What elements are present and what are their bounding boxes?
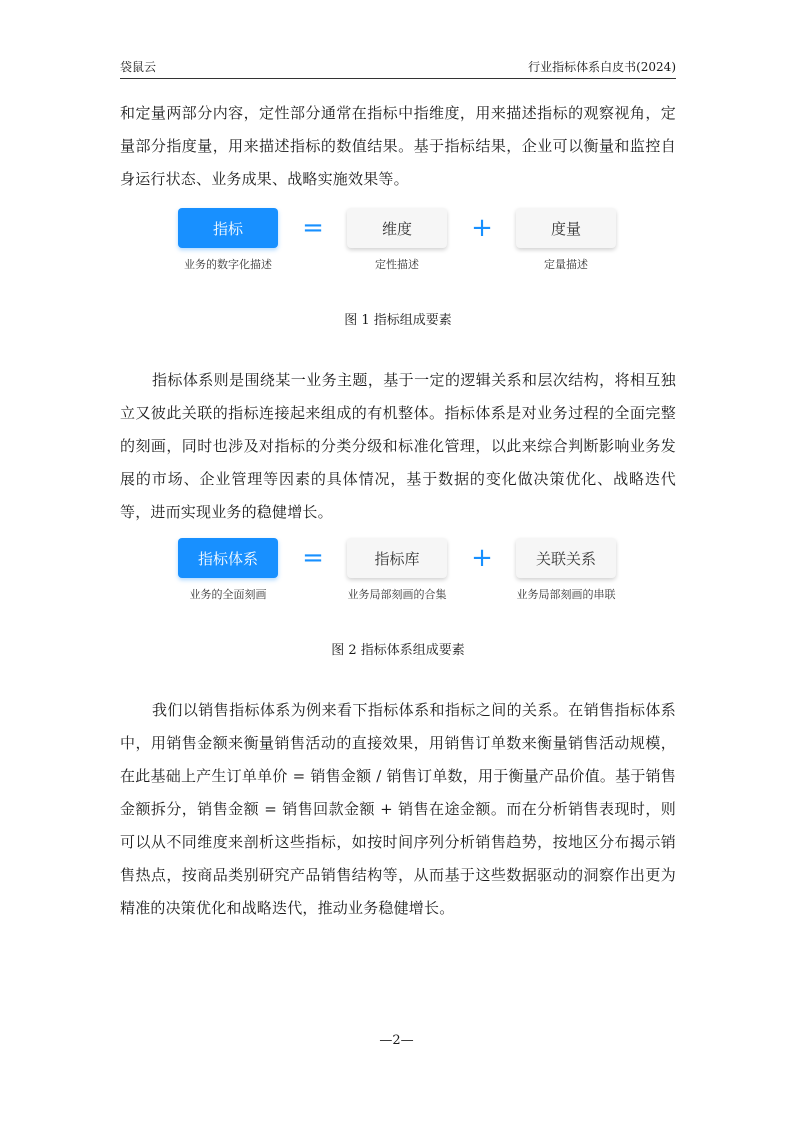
equals-sign: = — [302, 543, 324, 573]
header-company: 袋鼠云 — [120, 60, 157, 74]
figure-1-diagram — [176, 208, 618, 278]
paragraph-2: 指标体系则是围绕某一业务主题，基于一定的逻辑关系和层次结构，将相互独立又彼此关联的指标连接起来组成的有机整体。指标体系是对业务过程的全面完整的刻画，同时也涉及对指标的分类分级和标准化管理，以此来综合判断影响业务发展的市场、企业管理等因素的具体情况，基于数据的变化做决策优化、战略迭代等，进而实现业务的稳健增长。 — [120, 371, 676, 521]
measure-caption: 定量描述 — [544, 258, 588, 271]
plus-sign: + — [471, 213, 493, 243]
header-document-title: 行业指标体系白皮书(2024) — [528, 60, 676, 74]
metric-system-box: 指标体系 — [178, 538, 278, 578]
page-header — [120, 58, 676, 79]
measure-box: 度量 — [516, 208, 616, 248]
figure-2-diagram — [176, 538, 618, 608]
metric-library-caption: 业务局部刻画的合集 — [347, 588, 447, 601]
figure-2-caption: 图 2 指标体系组成要素 — [331, 643, 465, 658]
dimension-caption: 定性描述 — [375, 258, 419, 271]
metric-library-box: 指标库 — [347, 538, 447, 578]
relation-box: 关联关系 — [516, 538, 616, 578]
metric-system-caption: 业务的全面刻画 — [189, 588, 267, 601]
dimension-box: 维度 — [347, 208, 447, 248]
metric-box: 指标 — [178, 208, 278, 248]
metric-caption: 业务的数字化描述 — [184, 258, 272, 271]
page-number: —2— — [379, 1033, 414, 1048]
plus-sign: + — [471, 543, 493, 573]
equals-sign: = — [302, 213, 324, 243]
paragraph-1: 和定量两部分内容，定性部分通常在指标中指维度，用来描述指标的观察视角，定量部分指度量，用来描述指标的数值结果。基于指标结果，企业可以衡量和监控自身运行状态、业务成果、战略实施效果等。 — [120, 104, 676, 188]
paragraph-3: 我们以销售指标体系为例来看下指标体系和指标之间的关系。在销售指标体系中，用销售金额来衡量销售活动的直接效果，用销售订单数来衡量销售活动规模，在此基础上产生订单单价 = 销售金额 / 销售订单数，用于衡量产品价值。基于销售金额拆分，销售金额 = 销售回款金额 + 销售在途金额。而在分析销售表现时，则可以从不同维度来剖析这些指标，如按时间序列分析销售趋势，按地区分布揭示销售热点，按商品类别研究产品销售结构等，从而基于这些数据驱动的洞察作出更为精准的决策优化和战略迭代，推动业务稳健增长。 — [120, 701, 676, 917]
figure-1-caption: 图 1 指标组成要素 — [344, 313, 452, 328]
relation-caption: 业务局部刻画的串联 — [516, 588, 616, 601]
